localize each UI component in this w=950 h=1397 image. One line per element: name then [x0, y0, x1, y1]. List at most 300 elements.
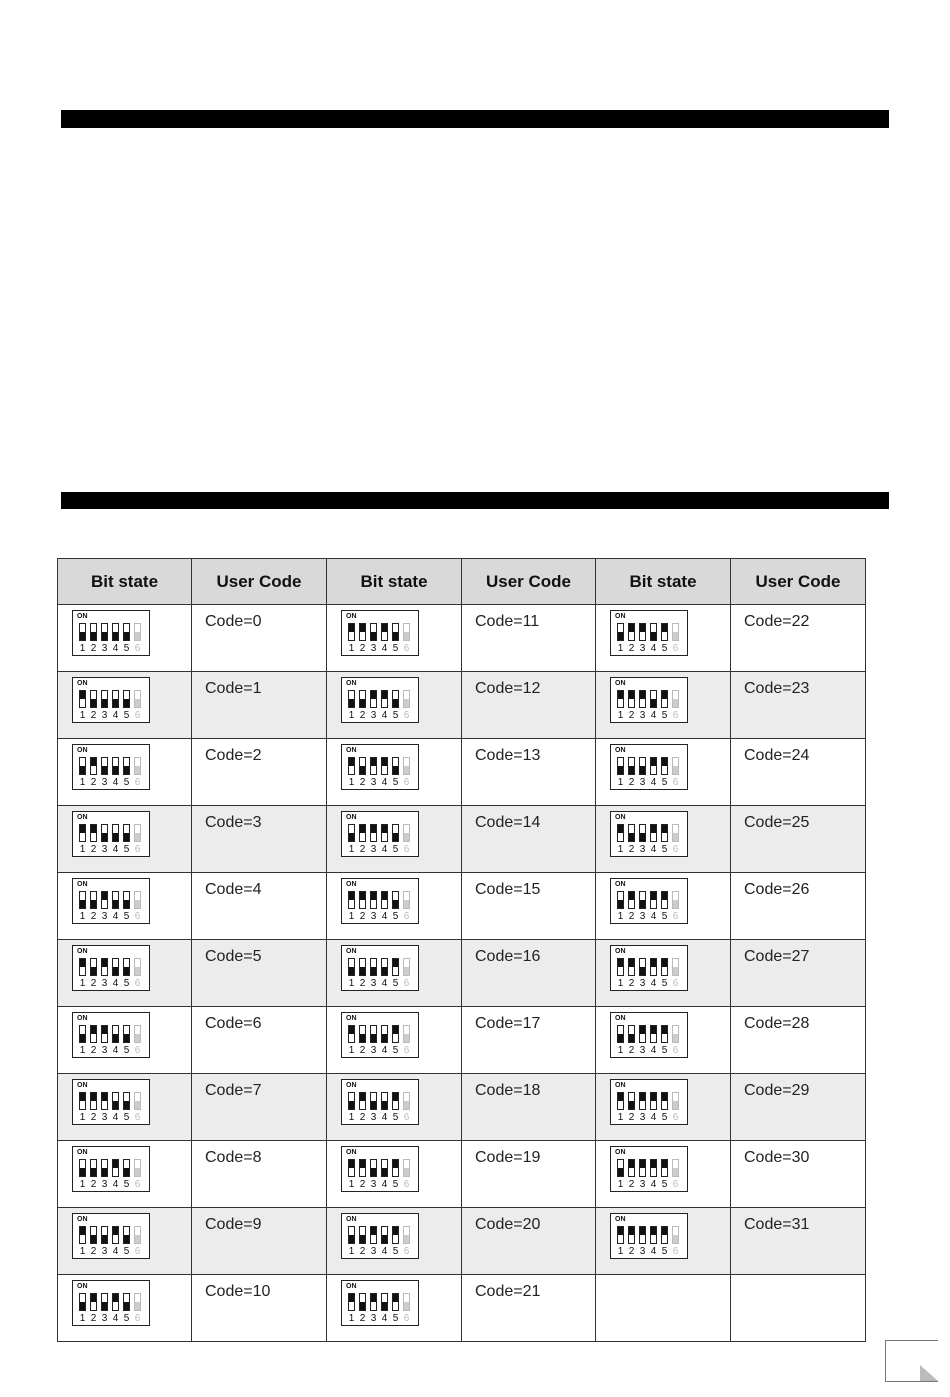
- switch-lever-1: [348, 958, 355, 976]
- user-code-cell: Code=5: [192, 940, 327, 1007]
- header-bit-state-1: Bit state: [58, 559, 192, 605]
- table-row: [58, 1208, 866, 1275]
- switch-lever-6: [403, 623, 410, 641]
- switch-number: 6: [134, 978, 141, 989]
- switch-number: 5: [392, 978, 399, 989]
- switch-lever-1: [348, 891, 355, 909]
- switch-lever-6: [672, 1226, 679, 1244]
- switch-lever-3: [101, 1025, 108, 1043]
- switch-number: 4: [650, 1246, 657, 1257]
- switch-number: 5: [392, 911, 399, 922]
- switch-number: 1: [617, 911, 624, 922]
- switch-number: 2: [628, 1179, 635, 1190]
- on-label: ON: [346, 613, 357, 620]
- switch-number: 2: [90, 1179, 97, 1190]
- on-label: ON: [615, 747, 626, 754]
- bit-state-cell: [58, 1007, 192, 1074]
- user-code-cell: Code=15: [462, 873, 596, 940]
- switch-number: 5: [661, 911, 668, 922]
- dip-switch-icon: [341, 744, 419, 790]
- user-code-cell: Code=25: [731, 806, 866, 873]
- switch-lever-5: [392, 757, 399, 775]
- user-code-cell: Code=2: [192, 739, 327, 806]
- switch-number: 2: [359, 911, 366, 922]
- switch-number: 6: [134, 1112, 141, 1123]
- switch-lever-6: [403, 891, 410, 909]
- switch-number: 2: [359, 1045, 366, 1056]
- bit-state-cell: [327, 1275, 462, 1342]
- switch-lever-4: [112, 623, 119, 641]
- switch-number: 4: [112, 844, 119, 855]
- switch-lever-3: [639, 1025, 646, 1043]
- switch-number: 6: [403, 1246, 410, 1257]
- switch-lever-2: [90, 958, 97, 976]
- switch-lever-4: [112, 891, 119, 909]
- switch-number: 2: [359, 1246, 366, 1257]
- table-row: [58, 1141, 866, 1208]
- dip-switch-icon: [72, 610, 150, 656]
- switch-number: 1: [617, 978, 624, 989]
- switch-number: 6: [403, 1045, 410, 1056]
- switch-number: 1: [348, 1112, 355, 1123]
- switch-lever-1: [617, 1092, 624, 1110]
- on-label: ON: [77, 680, 88, 687]
- switch-lever-5: [123, 690, 130, 708]
- switch-lever-1: [617, 1226, 624, 1244]
- switch-number: 3: [101, 1179, 108, 1190]
- switch-number: 1: [348, 1313, 355, 1324]
- switch-number: 6: [672, 1112, 679, 1123]
- user-code-cell: Code=19: [462, 1141, 596, 1208]
- switch-number: 2: [90, 978, 97, 989]
- switch-lever-1: [348, 757, 355, 775]
- switch-number: 2: [90, 1313, 97, 1324]
- bit-state-cell: [596, 940, 731, 1007]
- switch-number: 3: [101, 911, 108, 922]
- switch-number: 4: [381, 1246, 388, 1257]
- switch-number: 6: [134, 1045, 141, 1056]
- switch-lever-4: [381, 958, 388, 976]
- user-code-cell: Code=26: [731, 873, 866, 940]
- on-label: ON: [615, 613, 626, 620]
- switch-lever-2: [359, 1226, 366, 1244]
- switch-number: 2: [628, 777, 635, 788]
- page-curl-icon: [885, 1340, 938, 1382]
- on-label: ON: [77, 613, 88, 620]
- switch-number: 3: [370, 1179, 377, 1190]
- dip-switch-icon: [72, 677, 150, 723]
- switch-number: 3: [370, 1246, 377, 1257]
- switch-number: 2: [628, 1112, 635, 1123]
- switch-number: 6: [672, 844, 679, 855]
- switch-lever-5: [123, 1092, 130, 1110]
- switch-lever-2: [90, 757, 97, 775]
- switch-lever-3: [639, 1092, 646, 1110]
- switch-number: 1: [79, 1112, 86, 1123]
- switch-number: 5: [392, 643, 399, 654]
- dip-switch-icon: [72, 1146, 150, 1192]
- switch-lever-3: [370, 623, 377, 641]
- switch-lever-5: [123, 824, 130, 842]
- user-code-cell: Code=30: [731, 1141, 866, 1208]
- switch-number: 5: [392, 710, 399, 721]
- switch-lever-2: [90, 690, 97, 708]
- switch-lever-4: [381, 623, 388, 641]
- on-label: ON: [346, 680, 357, 687]
- switch-number: 2: [359, 777, 366, 788]
- switch-number: 4: [650, 844, 657, 855]
- switch-number: 3: [101, 710, 108, 721]
- switch-lever-6: [403, 824, 410, 842]
- switch-lever-2: [90, 1226, 97, 1244]
- switch-lever-4: [381, 1159, 388, 1177]
- dip-switch-icon: [341, 945, 419, 991]
- switch-number: 3: [370, 1112, 377, 1123]
- user-code-cell: Code=21: [462, 1275, 596, 1342]
- switch-number: 1: [348, 844, 355, 855]
- dip-switch-icon: [610, 677, 688, 723]
- user-code-cell: Code=22: [731, 605, 866, 672]
- section-heading-bar-1: [61, 110, 889, 128]
- switch-number: 1: [348, 710, 355, 721]
- user-code-table: [57, 558, 866, 1342]
- switch-lever-4: [650, 1025, 657, 1043]
- bit-state-cell: [327, 672, 462, 739]
- switch-number: 4: [381, 844, 388, 855]
- switch-lever-5: [123, 623, 130, 641]
- switch-number: 4: [650, 1179, 657, 1190]
- table-row: [58, 1007, 866, 1074]
- switch-number: 6: [403, 844, 410, 855]
- switch-lever-5: [392, 1159, 399, 1177]
- switch-lever-1: [348, 1025, 355, 1043]
- bit-state-cell: [58, 940, 192, 1007]
- switch-number: 5: [123, 710, 130, 721]
- switch-lever-3: [101, 1092, 108, 1110]
- switch-number: 3: [101, 1246, 108, 1257]
- switch-lever-5: [661, 1226, 668, 1244]
- switch-number: 3: [101, 1045, 108, 1056]
- switch-number: 4: [381, 1112, 388, 1123]
- user-code-cell: Code=1: [192, 672, 327, 739]
- bit-state-cell: [596, 806, 731, 873]
- switch-lever-6: [403, 757, 410, 775]
- bit-state-cell: [327, 940, 462, 1007]
- switch-lever-2: [628, 1025, 635, 1043]
- switch-lever-3: [370, 958, 377, 976]
- switch-lever-2: [90, 623, 97, 641]
- switch-lever-4: [381, 1226, 388, 1244]
- switch-number: 5: [392, 1179, 399, 1190]
- switch-number: 2: [628, 1246, 635, 1257]
- switch-number: 6: [672, 710, 679, 721]
- switch-lever-2: [90, 1092, 97, 1110]
- user-code-cell: Code=20: [462, 1208, 596, 1275]
- switch-lever-4: [381, 1092, 388, 1110]
- section-heading-bar-2: [61, 492, 889, 509]
- bit-state-cell: [58, 605, 192, 672]
- switch-number: 3: [370, 911, 377, 922]
- switch-lever-6: [403, 1159, 410, 1177]
- switch-number: 6: [672, 911, 679, 922]
- switch-lever-3: [370, 1159, 377, 1177]
- switch-number: 3: [101, 643, 108, 654]
- on-label: ON: [77, 1283, 88, 1290]
- switch-lever-3: [370, 690, 377, 708]
- switch-number: 2: [359, 978, 366, 989]
- switch-number: 1: [617, 844, 624, 855]
- bit-state-cell: [596, 1275, 731, 1342]
- bit-state-cell: [596, 1141, 731, 1208]
- switch-number: 4: [112, 643, 119, 654]
- user-code-cell: Code=9: [192, 1208, 327, 1275]
- switch-number: 6: [672, 1045, 679, 1056]
- switch-number: 4: [381, 1313, 388, 1324]
- switch-number: 1: [348, 978, 355, 989]
- switch-lever-2: [359, 1293, 366, 1311]
- on-label: ON: [77, 1216, 88, 1223]
- switch-lever-5: [392, 690, 399, 708]
- user-code-cell: Code=29: [731, 1074, 866, 1141]
- on-label: ON: [615, 1015, 626, 1022]
- switch-number: 5: [123, 643, 130, 654]
- bit-state-cell: [58, 739, 192, 806]
- switch-number: 2: [628, 844, 635, 855]
- switch-lever-5: [661, 1025, 668, 1043]
- switch-lever-4: [650, 824, 657, 842]
- on-label: ON: [77, 881, 88, 888]
- switch-lever-3: [639, 1226, 646, 1244]
- switch-number: 1: [348, 1045, 355, 1056]
- switch-lever-1: [348, 690, 355, 708]
- switch-number: 1: [79, 710, 86, 721]
- switch-lever-3: [101, 1226, 108, 1244]
- on-label: ON: [615, 881, 626, 888]
- switch-lever-4: [112, 757, 119, 775]
- switch-number: 3: [101, 978, 108, 989]
- switch-number: 3: [639, 844, 646, 855]
- user-code-cell: Code=24: [731, 739, 866, 806]
- switch-number: 5: [392, 777, 399, 788]
- switch-number: 2: [359, 1313, 366, 1324]
- switch-lever-1: [79, 824, 86, 842]
- on-label: ON: [615, 680, 626, 687]
- switch-number: 6: [403, 978, 410, 989]
- switch-number: 1: [348, 643, 355, 654]
- switch-lever-1: [79, 690, 86, 708]
- header-bit-state-2: Bit state: [327, 559, 462, 605]
- switch-lever-4: [650, 891, 657, 909]
- switch-number: 4: [112, 777, 119, 788]
- dip-switch-icon: [72, 1079, 150, 1125]
- dip-switch-icon: [610, 878, 688, 924]
- switch-lever-3: [639, 891, 646, 909]
- switch-lever-6: [403, 1293, 410, 1311]
- switch-number: 3: [639, 911, 646, 922]
- switch-number: 5: [123, 1246, 130, 1257]
- switch-number: 2: [628, 643, 635, 654]
- dip-switch-icon: [72, 1012, 150, 1058]
- on-label: ON: [615, 1082, 626, 1089]
- dip-switch-icon: [610, 945, 688, 991]
- switch-lever-1: [348, 1159, 355, 1177]
- switch-number: 2: [90, 1112, 97, 1123]
- switch-lever-2: [628, 757, 635, 775]
- user-code-cell: Code=16: [462, 940, 596, 1007]
- dip-switch-icon: [610, 1079, 688, 1125]
- user-code-cell: Code=17: [462, 1007, 596, 1074]
- dip-switch-icon: [341, 1146, 419, 1192]
- switch-lever-3: [101, 1159, 108, 1177]
- switch-number: 6: [403, 1112, 410, 1123]
- switch-lever-2: [90, 824, 97, 842]
- on-label: ON: [346, 881, 357, 888]
- switch-number: 4: [650, 777, 657, 788]
- table-row: [58, 873, 866, 940]
- switch-number: 4: [112, 1112, 119, 1123]
- switch-lever-5: [123, 958, 130, 976]
- switch-lever-3: [101, 757, 108, 775]
- switch-lever-3: [101, 690, 108, 708]
- switch-number: 5: [123, 1179, 130, 1190]
- switch-number: 2: [90, 1246, 97, 1257]
- switch-number: 5: [661, 978, 668, 989]
- user-code-cell: Code=6: [192, 1007, 327, 1074]
- bit-state-cell: [58, 1141, 192, 1208]
- switch-number: 3: [370, 710, 377, 721]
- on-label: ON: [77, 1015, 88, 1022]
- switch-lever-2: [359, 824, 366, 842]
- switch-number: 2: [359, 710, 366, 721]
- switch-lever-5: [392, 1025, 399, 1043]
- switch-lever-3: [370, 1293, 377, 1311]
- dip-switch-icon: [610, 1012, 688, 1058]
- switch-lever-2: [90, 1293, 97, 1311]
- switch-lever-1: [79, 1159, 86, 1177]
- switch-lever-1: [617, 958, 624, 976]
- switch-number: 1: [617, 1246, 624, 1257]
- switch-lever-6: [134, 1293, 141, 1311]
- user-code-cell: Code=7: [192, 1074, 327, 1141]
- on-label: ON: [615, 814, 626, 821]
- switch-number: 4: [650, 643, 657, 654]
- switch-number: 1: [79, 643, 86, 654]
- switch-number: 4: [112, 1045, 119, 1056]
- bit-state-cell: [58, 1275, 192, 1342]
- switch-number: 1: [617, 643, 624, 654]
- switch-lever-1: [348, 824, 355, 842]
- switch-lever-2: [628, 824, 635, 842]
- switch-number: 1: [79, 1179, 86, 1190]
- bit-state-cell: [58, 806, 192, 873]
- switch-lever-2: [628, 1226, 635, 1244]
- switch-number: 6: [134, 911, 141, 922]
- switch-lever-2: [628, 1159, 635, 1177]
- user-code-cell: Code=13: [462, 739, 596, 806]
- switch-lever-1: [348, 623, 355, 641]
- switch-lever-5: [661, 824, 668, 842]
- switch-lever-2: [628, 690, 635, 708]
- switch-lever-6: [403, 1092, 410, 1110]
- switch-number: 5: [123, 1313, 130, 1324]
- switch-number: 5: [392, 1246, 399, 1257]
- switch-lever-2: [628, 1092, 635, 1110]
- switch-lever-2: [359, 1025, 366, 1043]
- switch-lever-3: [639, 1159, 646, 1177]
- switch-number: 4: [381, 1179, 388, 1190]
- switch-number: 1: [348, 1179, 355, 1190]
- switch-lever-4: [381, 824, 388, 842]
- switch-lever-3: [639, 757, 646, 775]
- switch-number: 3: [370, 1313, 377, 1324]
- switch-lever-3: [101, 891, 108, 909]
- dip-switch-icon: [341, 811, 419, 857]
- switch-lever-1: [79, 757, 86, 775]
- switch-number: 2: [628, 978, 635, 989]
- switch-number: 3: [101, 777, 108, 788]
- table-row: [58, 739, 866, 806]
- table-row: [58, 806, 866, 873]
- switch-number: 3: [639, 978, 646, 989]
- switch-number: 4: [650, 978, 657, 989]
- switch-lever-4: [381, 1293, 388, 1311]
- switch-number: 5: [661, 1179, 668, 1190]
- switch-lever-6: [134, 891, 141, 909]
- switch-lever-5: [661, 1159, 668, 1177]
- switch-lever-3: [639, 824, 646, 842]
- switch-lever-2: [359, 891, 366, 909]
- switch-number: 2: [90, 844, 97, 855]
- on-label: ON: [615, 1149, 626, 1156]
- switch-number: 6: [672, 643, 679, 654]
- switch-lever-4: [112, 690, 119, 708]
- switch-number: 1: [617, 1045, 624, 1056]
- bit-state-cell: [327, 1141, 462, 1208]
- dip-switch-icon: [341, 878, 419, 924]
- switch-lever-5: [392, 958, 399, 976]
- bit-state-cell: [596, 605, 731, 672]
- switch-number: 1: [79, 777, 86, 788]
- switch-lever-3: [370, 1226, 377, 1244]
- switch-lever-1: [79, 958, 86, 976]
- on-label: ON: [77, 948, 88, 955]
- switch-number: 2: [90, 710, 97, 721]
- switch-lever-6: [672, 1159, 679, 1177]
- switch-number: 5: [661, 1045, 668, 1056]
- switch-number: 4: [381, 710, 388, 721]
- switch-number: 6: [134, 777, 141, 788]
- switch-lever-5: [661, 958, 668, 976]
- switch-number: 4: [112, 710, 119, 721]
- user-code-cell: [731, 1275, 866, 1342]
- dip-switch-icon: [610, 744, 688, 790]
- switch-number: 6: [134, 643, 141, 654]
- switch-number: 3: [639, 1246, 646, 1257]
- switch-lever-6: [134, 1159, 141, 1177]
- switch-number: 2: [359, 1112, 366, 1123]
- on-label: ON: [77, 1082, 88, 1089]
- switch-lever-6: [134, 824, 141, 842]
- switch-number: 5: [392, 1112, 399, 1123]
- switch-lever-4: [112, 958, 119, 976]
- user-code-cell: Code=12: [462, 672, 596, 739]
- switch-number: 4: [381, 643, 388, 654]
- switch-number: 3: [370, 1045, 377, 1056]
- switch-number: 6: [403, 777, 410, 788]
- switch-number: 1: [617, 777, 624, 788]
- switch-number: 2: [90, 1045, 97, 1056]
- switch-lever-2: [359, 1092, 366, 1110]
